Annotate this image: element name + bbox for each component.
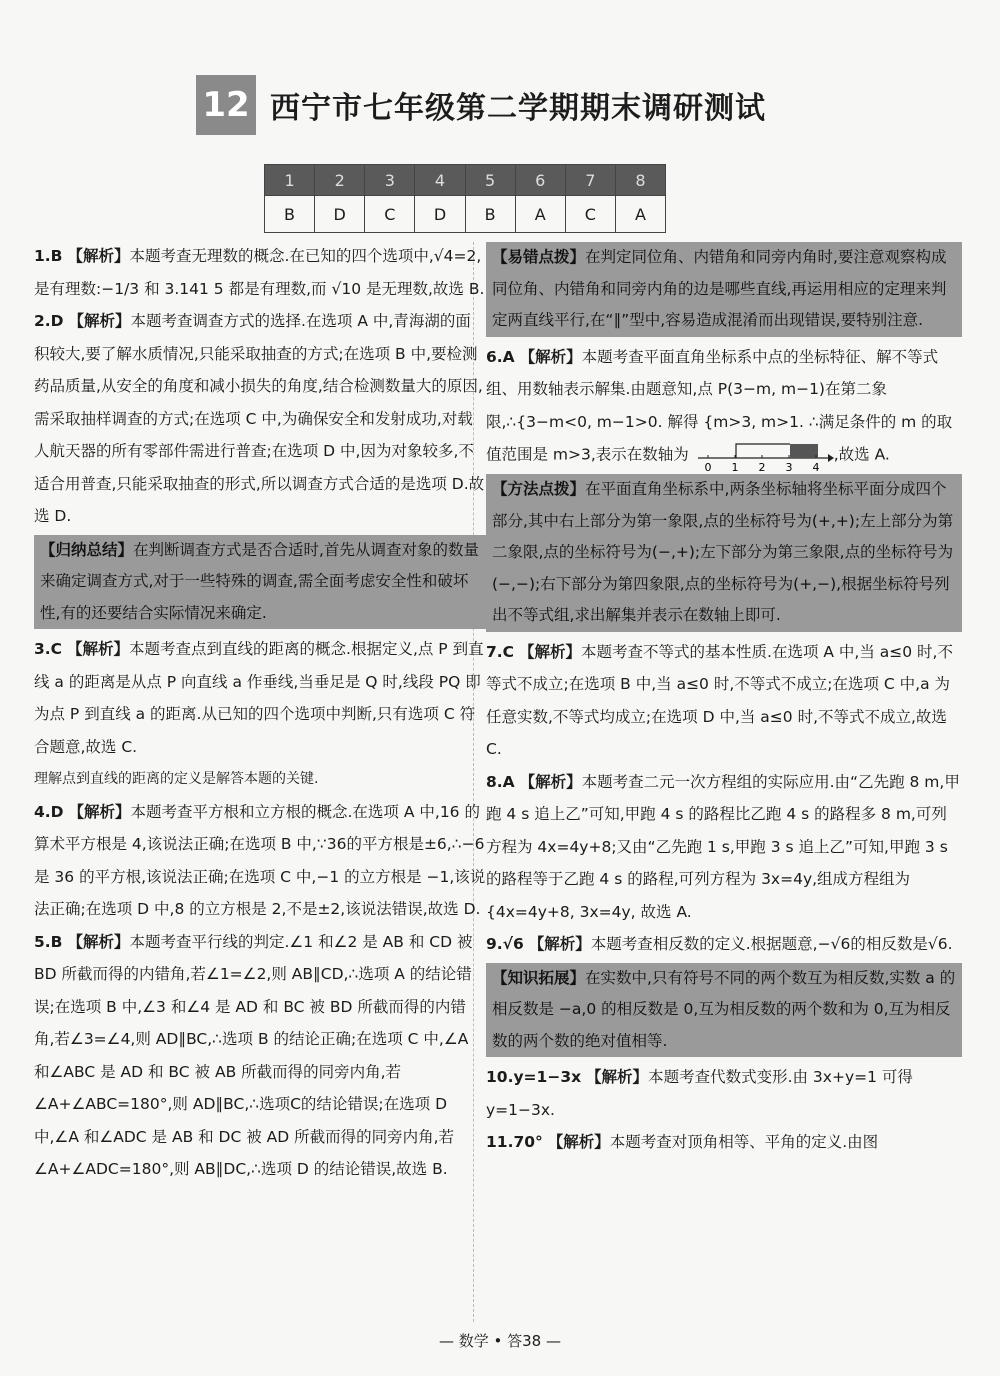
answer-table-question-number: 5 [465, 165, 515, 196]
answer-table-answer: C [565, 196, 615, 233]
section-number: 12 [196, 75, 256, 135]
page-footer: — 数学 • 答38 — [438, 1332, 561, 1350]
page-title: 西宁市七年级第二学期期末调研测试 [270, 91, 766, 126]
answer-item-9: 9.√6 【解析】本题考查相反数的定义.根据题意,−√6的相反数是√6. [486, 935, 953, 953]
number-line-tick-label: 1 [731, 461, 739, 472]
number-line-tick-label: 0 [704, 461, 712, 472]
answer-table-question-number: 6 [515, 165, 565, 196]
answer-item-7: 7.C 【解析】本题考查不等式的基本性质.在选项 A 中,当 a≤0 时,不等式不成立;在选项 B 中,当 a≤0 时,不等式不成立;在选项 C 中,a 为任意实数,不等式均成立;在选项 D 中,当 a≤0 时,不等式不成立,故选 C. [486, 642, 953, 758]
answer-table-answer: A [515, 196, 565, 233]
number-line-tick-label: 2 [758, 461, 766, 472]
answer-table-question-number: 1 [265, 165, 315, 196]
answer-table-answer: D [415, 196, 465, 233]
right-column [486, 240, 962, 1159]
number-line-tick-label: 4 [812, 461, 820, 472]
section-header [196, 74, 766, 136]
tip-summary: 【归纳总结】在判断调查方式是否合适时,首先从调查对象的数量来确定调查方式,对于一些特殊的调查,需全面考虑安全性和破坏性,有的还要结合实际情况来确定. [34, 535, 486, 630]
answer-item-11: 11.70° 【解析】本题考查对顶角相等、平角的定义.由图 [486, 1133, 879, 1151]
answer-table-answer: A [615, 196, 665, 233]
answer-item-5: 5.B 【解析】本题考查平行线的判定.∠1 和∠2 是 AB 和 CD 被 BD 所截而得的内错角,若∠1=∠2,则 AB∥CD,∴选项 A 的结论错误;在选项 B 中,∠3 和∠4 是 AD 和 BC 被 BD 所截而得的内错角,若∠3=∠4,则 AD∥BC,∴选项 B 的结论正确;在选项 C 中,∠A 和∠ABC 是 AD 和 BC 被 AB 所截而得的同旁内角,若∠A+∠ABC=180°,则 AD∥BC,∴选项C的结论错误;在选项 D 中,∠A 和∠ADC 是 AB 和 DC 被 AD 所截而得的同旁内角,若∠A+∠ADC=180°,则 AB∥DC,∴选项 D 的结论错误,故选 B. [34, 932, 473, 1178]
left-column [34, 240, 486, 1186]
answer-item-10: 10.y=1−3x 【解析】本题考查代数式变形.由 3x+y=1 可得 y=1−3x. [486, 1068, 913, 1119]
answer-table-question-number: 3 [365, 165, 415, 196]
number-line-diagram [694, 438, 834, 472]
answer-item-6: 6.A 【解析】本题考查平面直角坐标系中点的坐标特征、解不等式组、用数轴表示解集.由题意知,点 P(3−m, m−1)在第二象限,∴{3−m<0, m−1>0. 解得 {m>3, m>1. ∴满足条件的 m 的取值范围是 m>3,表示在数轴为 0 1 2 3 4 ,故选 A. [486, 347, 953, 472]
solution-region [790, 444, 818, 458]
answer-item-1: 1.B 【解析】本题考查无理数的概念.在已知的四个选项中,√4=2,是有理数:−1/3 和 3.141 5 都是有理数,而 √10 是无理数,故选 B. [34, 247, 485, 298]
answer-table-question-number: 8 [615, 165, 665, 196]
tip-common-mistake: 【易错点拨】在判定同位角、内错角和同旁内角时,要注意观察构成同位角、内错角和同旁内角的边是哪些直线,再运用相应的定理来判定两直线平行,在“∥”型中,容易造成混淆而出现错误,要特别注意. [486, 242, 962, 337]
tip-method: 【方法点拨】在平面直角坐标系中,两条坐标轴将坐标平面分成四个部分,其中右上部分为第一象限,点的坐标符号为(+,+);左上部分为第二象限,点的坐标符号为(−,+);左下部分为第三象限,点的坐标符号为(−,−);右下部分为第四象限,点的坐标符号为(+,−),根据坐标符号列出不等式组,求出解集并表示在数轴上即可. [486, 474, 962, 632]
answer-table-question-number: 2 [315, 165, 365, 196]
answer-item-3: 3.C 【解析】本题考查点到直线的距离的概念.根据定义,点 P 到直线 a 的距离是从点 P 向直线 a 作垂线,当垂足是 Q 时,线段 PQ 即为点 P 到直线 a 的距离.从已知的四个选项中判断,只有选项 C 符合题意,故选 C. [34, 640, 484, 756]
answer-table-answer: C [365, 196, 415, 233]
tip-knowledge: 【知识拓展】在实数中,只有符号不同的两个数互为相反数,实数 a 的相反数是 −a,0 的相反数是 0,互为相反数的两个数和为 0,互为相反数的两个数的绝对值相等. [486, 963, 962, 1058]
answer-table-answer: B [265, 196, 315, 233]
answer-table-answer: D [315, 196, 365, 233]
handwritten-note: 理解点到直线的距离的定义是解答本题的关键. [34, 771, 319, 787]
answer-table-value-row [265, 196, 666, 233]
answer-item-2: 2.D 【解析】本题考查调查方式的选择.在选项 A 中,青海湖的面积较大,要了解水质情况,只能采取抽查的方式;在选项 B 中,要检测药品质量,从安全的角度和减小损失的角度,结合检测数量大的原因,需采取抽样调查的方式;在选项 C 中,为确保安全和发射成功,对载人航天器的所有零部件需进行普查;在选项 D 中,因为对象较多,不适合用普查,只能采取抽查的形式,所以调查方式合适的是选项 D.故选 D. [34, 312, 485, 525]
answer-table-question-number: 4 [415, 165, 465, 196]
answer-table-answer: B [465, 196, 515, 233]
number-line-bracket [736, 444, 790, 458]
answer-item-4: 4.D 【解析】本题考查平方根和立方根的概念.在选项 A 中,16 的算术平方根是 4,该说法正确;在选项 B 中,∵36的平方根是±6,∴−6 是 36 的平方根,该说法正确;在选项 C 中,−1 的立方根是 −1,该说法正确;在选项 D 中,8 的立方根是 2,不是±2,该说法错误,故选 D. [34, 802, 486, 918]
number-line-tick-label: 3 [785, 461, 793, 472]
answer-item-8: 8.A 【解析】本题考查二元一次方程组的实际应用.由“乙先跑 8 m,甲跑 4 s 追上乙”可知,甲跑 4 s 的路程比乙跑 4 s 的路程多 8 m,可列方程为 4x=4y+8;又由“乙先跑 1 s,甲跑 3 s 追上乙”可知,甲跑 3 s 的路程等于乙跑 4 s 的路程,可列方程为 3x=4y,组成方程组为 {4x=4y+8, 3x=4y, 故选 A. [486, 772, 960, 921]
answer-table [264, 164, 666, 233]
answer-table-question-number: 7 [565, 165, 615, 196]
answer-table-header-row [265, 165, 666, 196]
